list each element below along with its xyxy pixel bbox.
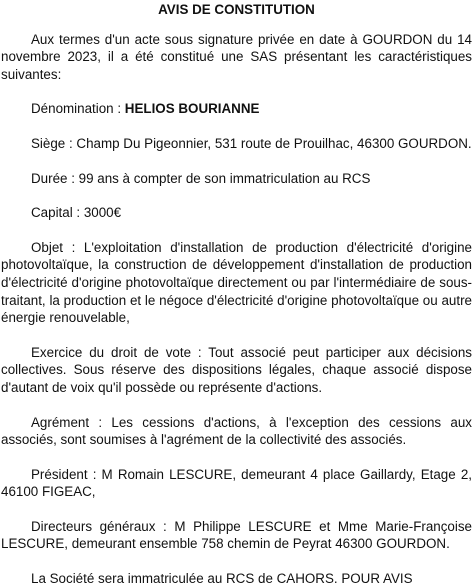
notice-title: AVIS DE CONSTITUTION <box>158 2 315 17</box>
vote-paragraph: Exercice du droit de vote : Tout associé peut participer aux décisions collectives. Sous réserve des dispositions légales, chaque associé dispose d'autant de voix qu'il possède ou représente d'actions. <box>1 344 472 395</box>
capital-paragraph: Capital : 3000€ <box>31 205 122 221</box>
closing-paragraph: La Société sera immatriculée au RCS de CAHORS. POUR AVIS <box>31 571 413 587</box>
denomination-value: HELIOS BOURIANNE <box>124 101 260 117</box>
denomination-label: Dénomination : <box>31 101 125 117</box>
siege-paragraph: Siège : Champ Du Pigeonnier, 531 route de Prouilhac, 46300 GOURDON. <box>31 135 472 151</box>
president-paragraph: Président : M Romain LESCURE, demeurant 4 place Gaillardy, Etage 2, 46100 FIGEAC, <box>1 466 472 500</box>
objet-paragraph: Objet : L'exploitation d'installation de production d'électricité d'origine photovoltaïque, la construction de développement d'installation de production d'électricité d'origine photovoltaïque directement ou par l'intermédiaire de sous-traitant, la production et le négoce d'électricité d'origine photovoltaïque ou autre énergie renouvelable, <box>1 239 472 326</box>
denomination-paragraph <box>1 100 472 118</box>
intro-paragraph: Aux termes d'un acte sous signature privée en date à GOURDON du 14 novembre 2023, il a été constitué une SAS présentant les caractéristiques suivantes: <box>1 31 472 82</box>
agrement-paragraph: Agrément : Les cessions d'actions, à l'exception des cessions aux associés, sont soumises à l'agrément de la collectivité des associés. <box>1 414 472 448</box>
directeurs-paragraph: Directeurs généraux : M Philippe LESCURE et Mme Marie-Françoise LESCURE, demeurant ensemble 758 chemin de Peyrat 46300 GOURDON. <box>1 518 472 552</box>
duree-paragraph: Durée : 99 ans à compter de son immatriculation au RCS <box>31 170 371 186</box>
